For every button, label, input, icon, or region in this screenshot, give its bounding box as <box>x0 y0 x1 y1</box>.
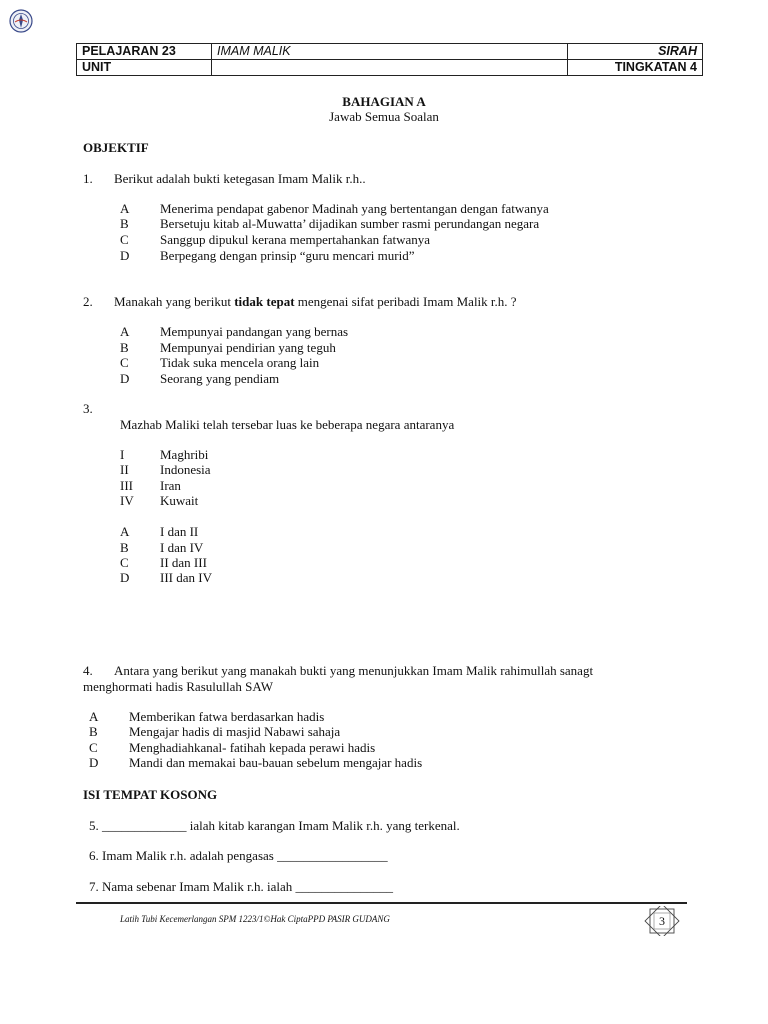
q4-option-d-label: D <box>89 755 99 770</box>
question-4-number: 4. <box>83 663 93 678</box>
unit-value <box>212 60 568 76</box>
q3-option-d-text: III dan IV <box>160 570 212 585</box>
lesson-header-table <box>76 43 703 76</box>
q3-option-a-text: I dan II <box>160 524 199 539</box>
fill-question-5: 5. _____________ ialah kitab karangan Imam Malik r.h. yang terkenal. <box>89 818 460 833</box>
q4-option-c-label: C <box>89 740 98 755</box>
q1-option-a-text: Menerima pendapat gabenor Madinah yang bertentangan dengan fatwanya <box>160 201 549 216</box>
question-2-number: 2. <box>83 294 93 309</box>
q1-option-c-label: C <box>120 232 129 247</box>
q3-item-i-text: Maghribi <box>160 447 209 462</box>
question-2-emphasis: tidak tepat <box>234 294 295 309</box>
q3-item-iv-label: IV <box>120 493 134 508</box>
q3-item-iv-text: Kuwait <box>160 493 199 508</box>
q2-option-c-text: Tidak suka mencela orang lain <box>160 355 320 370</box>
q2-option-a-label: A <box>120 324 130 339</box>
fill-question-6: 6. Imam Malik r.h. adalah pengasas _________________ <box>89 848 388 863</box>
q3-item-ii-text: Indonesia <box>160 462 211 477</box>
q3-option-c-text: II dan III <box>160 555 207 570</box>
fill-question-7: 7. Nama sebenar Imam Malik r.h. ialah _______________ <box>89 879 393 894</box>
q4-option-b-label: B <box>89 724 98 739</box>
q2-option-d-label: D <box>120 371 130 386</box>
q3-option-a-label: A <box>120 524 130 539</box>
q3-item-ii-label: II <box>120 462 129 477</box>
q4-option-a-text: Memberikan fatwa berdasarkan hadis <box>129 709 325 724</box>
unit-label: UNIT <box>77 60 212 76</box>
objektif-heading: OBJEKTIF <box>83 140 149 155</box>
lesson-number: PELAJARAN 23 <box>77 44 212 60</box>
fill-blank-heading: ISI TEMPAT KOSONG <box>83 787 218 802</box>
school-crest-logo <box>9 9 33 33</box>
q1-option-a-label: A <box>120 201 130 216</box>
q1-option-b-label: B <box>120 216 129 231</box>
q4-option-c-text: Menghadiahkanal- fatihah kepada perawi hadis <box>129 740 376 755</box>
subject-name: SIRAH <box>568 44 703 60</box>
q4-option-b-text: Mengajar hadis di masjid Nabawi sahaja <box>129 724 341 739</box>
footer-rule <box>76 902 687 904</box>
q1-option-b-text: Bersetuju kitab al-Muwatta’ dijadikan sumber rasmi perundangan negara <box>160 216 540 231</box>
q3-option-d-label: D <box>120 570 130 585</box>
page-number: 3 <box>659 914 665 928</box>
question-1-text: Berikut adalah bukti ketegasan Imam Malik r.h.. <box>114 171 366 186</box>
q2-option-b-text: Mempunyai pendirian yang teguh <box>160 340 336 355</box>
q2-option-a-text: Mempunyai pandangan yang bernas <box>160 324 349 339</box>
form-level: TINGKATAN 4 <box>568 60 703 76</box>
q1-option-d-text: Berpegang dengan prinsip “guru mencari murid” <box>160 248 415 263</box>
q2-option-d-text: Seorang yang pendiam <box>160 371 280 386</box>
q3-option-c-label: C <box>120 555 129 570</box>
q3-option-b-label: B <box>120 540 129 555</box>
q3-option-b-text: I dan IV <box>160 540 204 555</box>
footer-copyright: Latih Tubi Kecemerlangan SPM 1223/1©Hak CiptaPPD PASIR GUDANG <box>120 914 390 924</box>
question-2-text: Manakah yang berikut tidak tepat mengenai sifat peribadi Imam Malik r.h. ? <box>114 294 517 309</box>
page-number-badge <box>641 906 683 936</box>
q3-item-i-label: I <box>120 447 125 462</box>
section-title: BAHAGIAN A <box>342 94 426 109</box>
question-3-text: Mazhab Maliki telah tersebar luas ke beberapa negara antaranya <box>120 417 455 432</box>
section-instruction: Jawab Semua Soalan <box>329 109 439 124</box>
q3-item-iii-label: III <box>120 478 133 493</box>
q4-option-a-label: A <box>89 709 99 724</box>
q1-option-d-label: D <box>120 248 130 263</box>
q4-option-d-text: Mandi dan memakai bau-bauan sebelum mengajar hadis <box>129 755 423 770</box>
question-4-text-line2: menghormati hadis Rasulullah SAW <box>83 679 273 694</box>
question-3-number: 3. <box>83 401 93 416</box>
q2-option-c-label: C <box>120 355 129 370</box>
question-1-number: 1. <box>83 171 93 186</box>
q3-item-iii-text: Iran <box>160 478 181 493</box>
q1-option-c-text: Sanggup dipukul kerana mempertahankan fatwanya <box>160 232 431 247</box>
q2-option-b-label: B <box>120 340 129 355</box>
question-4-text-line1: Antara yang berikut yang manakah bukti yang menunjukkan Imam Malik rahimullah sanagt <box>114 663 594 678</box>
lesson-title: IMAM MALIK <box>212 44 568 60</box>
